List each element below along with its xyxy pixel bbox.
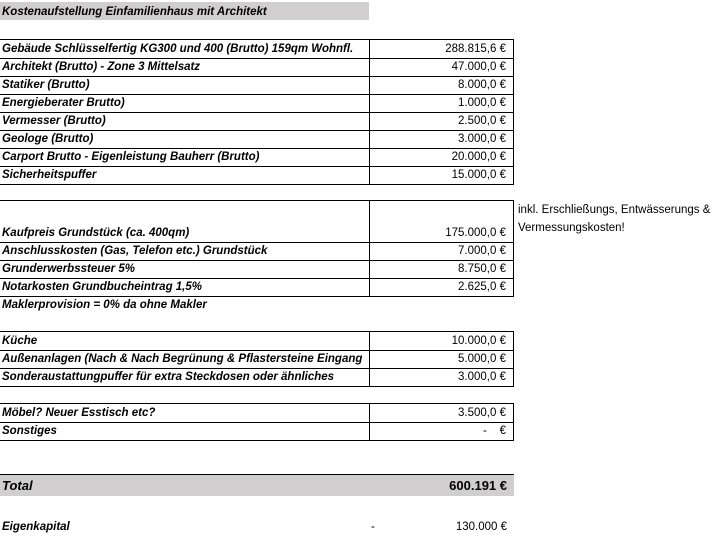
total-label: Total <box>2 478 33 493</box>
cost-label: Kaufpreis Grundstück (ca. 400qm) <box>2 227 190 239</box>
cost-value: 3.500,0 € <box>369 404 514 422</box>
cost-value: 10.000,0 € <box>369 332 514 350</box>
cost-row[interactable] <box>0 76 514 95</box>
cost-value: 175.000,0 € <box>369 224 514 242</box>
total-row[interactable] <box>0 475 514 496</box>
divider <box>0 474 514 475</box>
cost-row[interactable] <box>0 224 514 243</box>
empty-cell <box>369 200 514 224</box>
cost-row[interactable] <box>0 39 514 59</box>
cost-row[interactable] <box>0 130 514 149</box>
cost-row[interactable] <box>0 403 514 423</box>
cost-value: 8.750,0 € <box>369 260 514 278</box>
cost-row[interactable] <box>0 260 514 279</box>
equity-label: Eigenkapital <box>2 521 70 533</box>
cost-row[interactable] <box>0 242 514 261</box>
cost-label: Architekt (Brutto) - Zone 3 Mittelsatz <box>2 61 201 73</box>
cost-row[interactable] <box>0 368 514 387</box>
cost-label: Sicherheitspuffer <box>2 169 97 181</box>
cost-value: 15.000,0 € <box>369 166 514 184</box>
cost-row[interactable] <box>0 331 514 351</box>
cost-label: Küche <box>2 335 38 347</box>
cost-label: Energieberater Brutto) <box>2 97 125 109</box>
equity-dash: - <box>371 521 375 533</box>
cost-label: Carport Brutto - Eigenleistung Bauherr (Brutto) <box>2 151 260 163</box>
cost-value: - € <box>369 422 514 440</box>
cost-label: Sonstiges <box>2 425 57 437</box>
cost-label: Maklerprovision = 0% da ohne Makler <box>2 299 207 311</box>
cost-label: Grunderwerbssteuer 5% <box>2 263 135 275</box>
cost-label: Gebäude Schlüsselfertig KG300 und 400 (Brutto) 159qm Wohnfl. <box>2 43 354 55</box>
cost-value: 2.625,0 € <box>369 278 514 296</box>
cost-value: 3.000,0 € <box>369 130 514 148</box>
cost-value: 1.000,0 € <box>369 94 514 112</box>
cost-value: 3.000,0 € <box>369 368 514 386</box>
cost-row[interactable] <box>0 94 514 113</box>
cost-label: Außenanlagen (Nach & Nach Begrünung & Pflastersteine Eingang <box>2 353 363 365</box>
equity-row[interactable] <box>0 518 514 536</box>
sheet-title: Kostenaufstellung Einfamilienhaus mit Architekt <box>0 2 369 20</box>
cost-label: Anschlusskosten (Gas, Telefon etc.) Grundstück <box>2 245 268 257</box>
cost-row[interactable] <box>0 112 514 131</box>
cost-label: Statiker (Brutto) <box>2 79 90 91</box>
cost-row[interactable] <box>0 278 514 297</box>
side-note: inkl. Erschließungs, Entwässerungs & Vermessungskosten! <box>518 204 711 234</box>
cost-label: Sonderaustattungpuffer für extra Steckdosen oder ähnliches <box>2 371 335 383</box>
cost-row[interactable] <box>0 166 514 185</box>
cost-value: 5.000,0 € <box>369 350 514 368</box>
cost-row[interactable] <box>0 422 514 441</box>
cost-value: 7.000,0 € <box>369 242 514 260</box>
divider <box>0 200 514 201</box>
cost-label: Möbel? Neuer Esstisch etc? <box>2 407 156 419</box>
cost-label: Notarkosten Grundbucheintrag 1,5% <box>2 281 203 293</box>
cost-value: 2.500,0 € <box>369 112 514 130</box>
cost-label: Vermesser (Brutto) <box>2 115 106 127</box>
cost-row[interactable] <box>0 148 514 167</box>
cost-value: 8.000,0 € <box>369 76 514 94</box>
cost-row[interactable] <box>0 296 514 314</box>
cost-value: 20.000,0 € <box>369 148 514 166</box>
cost-value: 288.815,6 € <box>369 40 514 58</box>
cost-label: Geologe (Brutto) <box>2 133 94 145</box>
cost-value: 47.000,0 € <box>369 58 514 76</box>
cost-row[interactable] <box>0 58 514 77</box>
equity-value: 130.000 € <box>455 521 507 533</box>
total-value: 600.191 € <box>449 478 507 493</box>
cost-row[interactable] <box>0 350 514 369</box>
